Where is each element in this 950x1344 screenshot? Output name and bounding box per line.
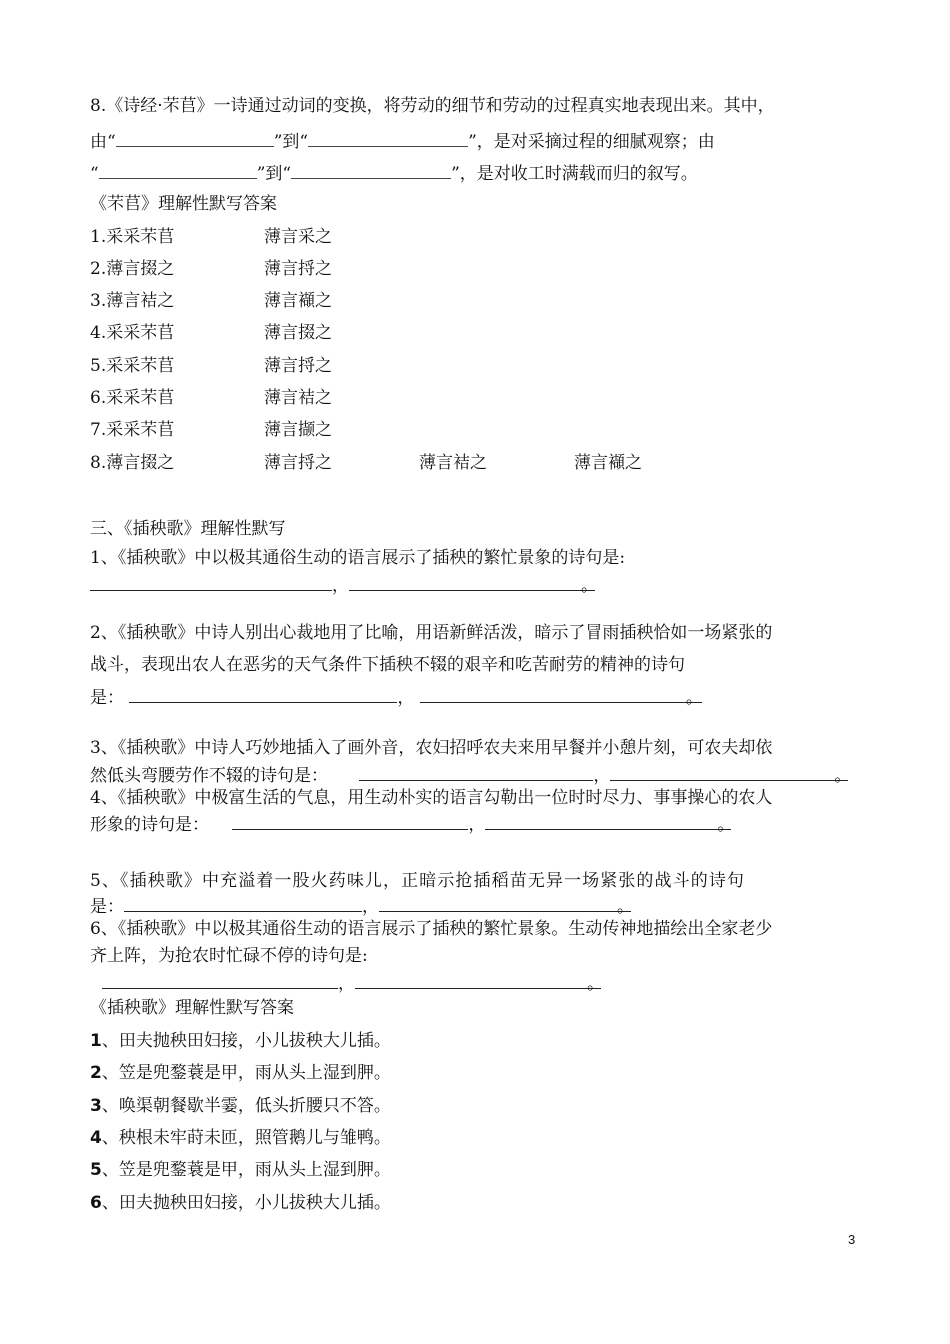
item-number: 2	[90, 1063, 102, 1083]
item-number: 1	[90, 1031, 102, 1051]
q4-prefix: 形象的诗句是：	[90, 815, 209, 835]
list-item	[90, 1126, 391, 1150]
answer-blank[interactable]	[308, 128, 468, 147]
list-item	[90, 1061, 391, 1085]
q8-text: 由“	[90, 132, 116, 152]
item-text: 、唤渠朝餐歇半霎，低头折腰只不答。	[101, 1096, 391, 1116]
question-3-line2	[90, 762, 851, 788]
question-2-line1: 2、《插秧歌》中诗人别出心裁地用了比喻，用语新鲜活泼，暗示了冒雨插秧恰如一场紧张的	[90, 623, 773, 643]
list-item	[90, 1029, 391, 1053]
answer-cell: 薄言襭之	[264, 291, 332, 311]
comma: ，	[338, 974, 355, 994]
answer-blank[interactable]	[129, 684, 397, 703]
comma: ，	[468, 815, 486, 835]
answer-blank[interactable]	[90, 572, 332, 591]
answer-cell: 8.薄言掇之	[90, 453, 175, 473]
answer-blank[interactable]	[102, 970, 338, 989]
answer-blank[interactable]	[291, 160, 451, 179]
chayang-answers-title: 《插秧歌》理解性默写答案	[90, 998, 294, 1018]
question-2-line3	[90, 684, 703, 710]
comma: ，	[397, 688, 415, 708]
page-number: 3	[848, 1232, 856, 1247]
question-1: 1、《插秧歌》中以极其通俗生动的语言展示了插秧的繁忙景象的诗句是:	[90, 548, 626, 568]
q8-text: “	[90, 164, 99, 184]
period: 。	[617, 897, 634, 917]
q8-line1: 8.《诗经·芣苢》一诗通过动词的变换，将劳动的细节和劳动的过程真实地表现出来。其中，	[90, 96, 775, 116]
section-title: 三、《插秧歌》理解性默写	[90, 519, 286, 539]
answer-blank[interactable]	[420, 684, 702, 703]
question-3-line1: 3、《插秧歌》中诗人巧妙地插入了画外音，农妇招呼农夫来用早餐并小憩片刻，可农夫却依	[90, 738, 773, 758]
question-4-line1: 4、《插秧歌》中极富生活的气息，用生动朴实的语言勾勒出一位时时尽力、事事操心的农人	[90, 788, 773, 808]
answer-row	[90, 321, 332, 345]
list-item	[90, 1191, 391, 1215]
answer-blank[interactable]	[355, 970, 601, 989]
answer-blank[interactable]	[232, 811, 468, 830]
answer-row	[90, 354, 332, 378]
answer-cell: 薄言掇之	[264, 323, 332, 343]
q8-text: ”到“	[256, 164, 292, 184]
answer-blank[interactable]	[485, 811, 731, 830]
answer-cell: 薄言襭之	[574, 453, 642, 473]
answer-cell: 2.薄言掇之	[90, 259, 175, 279]
item-text: 、笠是兜鍪蓑是甲，雨从头上湿到胛。	[101, 1160, 391, 1180]
question-6-line1: 6、《插秧歌》中以极其通俗生动的语言展示了插秧的繁忙景象。生动传神地描绘出全家老少	[90, 919, 773, 939]
item-text: 、田夫抛秧田妇接，小儿拔秧大儿插。	[101, 1193, 391, 1213]
q3-prefix: 然低头弯腰劳作不辍的诗句是：	[90, 766, 328, 786]
answer-blank[interactable]	[349, 572, 595, 591]
answer-row	[90, 257, 332, 281]
answer-row	[90, 418, 332, 442]
q5-prefix: 是：	[90, 897, 124, 917]
fuyi-answers-title: 《芣苢》理解性默写答案	[90, 194, 277, 214]
answer-cell: 薄言捋之	[264, 259, 332, 279]
period: 。	[581, 576, 598, 596]
period: 。	[587, 974, 604, 994]
q2-prefix: 是：	[90, 688, 124, 708]
list-item	[90, 1094, 391, 1118]
comma: ，	[332, 576, 349, 596]
question-5-line1: 5、《插秧歌》中充溢着一股火药味儿，正暗示抢插稻苗无异一场紧张的战斗的诗句	[90, 871, 746, 891]
answer-cell: 薄言袺之	[264, 388, 332, 408]
q8-text: ”，是对采摘过程的细腻观察；由	[468, 132, 715, 152]
answer-cell: 薄言捋之	[264, 453, 332, 473]
item-text: 、笠是兜鍪蓑是甲，雨从头上湿到胛。	[101, 1063, 391, 1083]
answer-row	[90, 386, 332, 410]
answer-blank[interactable]	[99, 160, 257, 179]
list-item	[90, 1158, 391, 1182]
answer-cell: 3.薄言袺之	[90, 291, 175, 311]
question-4-line2	[90, 811, 734, 837]
answer-blank[interactable]	[124, 893, 362, 912]
answer-cell: 薄言捋之	[264, 356, 332, 376]
answer-cell: 1.采采芣苢	[90, 227, 175, 247]
period: 。	[717, 815, 735, 835]
answer-row	[90, 225, 332, 249]
answer-row	[90, 289, 332, 313]
answer-cell: 4.采采芣苢	[90, 323, 175, 343]
question-6-line2: 齐上阵，为抢农时忙碌不停的诗句是:	[90, 946, 368, 966]
answer-cell: 薄言袺之	[419, 453, 487, 473]
q8-line3	[90, 160, 698, 186]
q6-answer-line	[102, 970, 604, 996]
item-number: 3	[90, 1096, 102, 1116]
period: 。	[685, 688, 703, 708]
comma: ，	[593, 766, 611, 786]
q8-line2	[90, 128, 715, 154]
answer-cell: 6.采采芣苢	[90, 388, 175, 408]
answer-cell: 薄言采之	[264, 227, 332, 247]
q8-text: ”到“	[273, 132, 309, 152]
answer-row	[90, 451, 690, 475]
answer-cell: 7.采采芣苢	[90, 420, 175, 440]
item-number: 4	[90, 1128, 102, 1148]
question-2-line2: 战斗，表现出农人在恶劣的天气条件下插秧不辍的艰辛和吃苦耐劳的精神的诗句	[90, 655, 685, 675]
question-5-line2	[90, 893, 634, 919]
item-number: 5	[90, 1160, 102, 1180]
answer-blank[interactable]	[379, 893, 631, 912]
q8-text: ”，是对收工时满载而归的叙写。	[451, 164, 698, 184]
answer-cell: 5.采采芣苢	[90, 356, 175, 376]
item-text: 、田夫抛秧田妇接，小儿拔秧大儿插。	[101, 1031, 391, 1051]
comma: ，	[362, 897, 379, 917]
period: 。	[834, 766, 852, 786]
answer-cell: 薄言撷之	[264, 420, 332, 440]
item-text: 、秧根未牢莳未匝，照管鹅儿与雏鸭。	[101, 1128, 391, 1148]
answer-blank[interactable]	[610, 762, 848, 781]
answer-blank[interactable]	[359, 762, 593, 781]
item-number: 6	[90, 1193, 102, 1213]
answer-blank[interactable]	[116, 128, 274, 147]
q1-answer-line	[90, 572, 598, 598]
